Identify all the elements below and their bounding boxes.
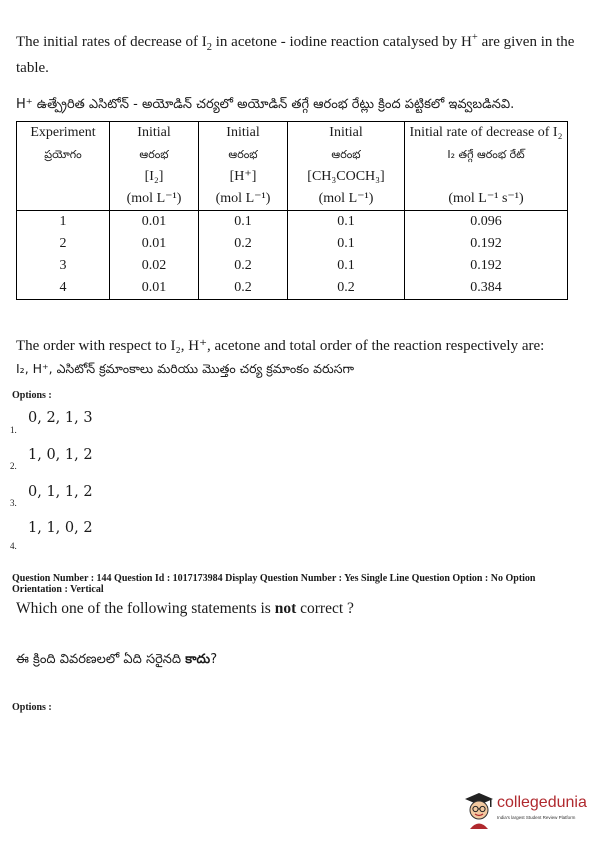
logo-name: collegedunia xyxy=(497,794,587,811)
table-row xyxy=(17,211,568,234)
table-cell: 0.192 xyxy=(405,255,568,277)
header-initial-i2: Initial ఆరంభ [I₂] (mol L⁻¹) xyxy=(110,122,199,211)
option-2-number: 2. xyxy=(10,461,17,471)
question-3-telugu: ఈ క్రింది వివరణలలో ఏది సరైనది కాదు? xyxy=(16,652,218,667)
option-1-number: 1. xyxy=(10,425,17,435)
table-cell: 0.01 xyxy=(110,277,199,300)
table-cell: 0.1 xyxy=(199,211,288,234)
option-4-text[interactable]: 1, 1, 0, 2 xyxy=(28,520,93,536)
graduate-mascot-icon xyxy=(463,790,495,830)
table-cell: 0.192 xyxy=(405,233,568,255)
option-2-text[interactable]: 1, 0, 1, 2 xyxy=(28,447,93,463)
table-cell: 0.01 xyxy=(110,211,199,234)
table-cell: 3 xyxy=(17,255,110,277)
table-cell: 0.096 xyxy=(405,211,568,234)
table-cell: 0.2 xyxy=(288,277,405,300)
header-initial-rate: Initial rate of decrease of I₂ I₂ తగ్గే ఆరంభ రేట్ (mol L⁻¹ s⁻¹) xyxy=(405,122,568,211)
table-cell: 0.01 xyxy=(110,233,199,255)
table-row xyxy=(17,255,568,277)
rate-data-table xyxy=(16,121,568,300)
table-cell: 0.2 xyxy=(199,277,288,300)
header-initial-h: Initial ఆరంభ [H⁺] (mol L⁻¹) xyxy=(199,122,288,211)
option-3-number: 3. xyxy=(10,498,17,508)
question-1-text: The initial rates of decrease of $I_2$ in acetone - iodine reaction catalysed by H+ are given in the table. xyxy=(16,32,575,76)
option-3-text[interactable]: 0, 1, 1, 2 xyxy=(28,484,93,500)
table-row xyxy=(17,277,568,300)
question-1-telugu: H⁺ ఉత్ప్రేరిత ఎసిటోన్ - అయోడిన్ చర్యలో అయోడిన్ తగ్గే ఆరంభ రేట్లు క్రింద పట్టికలో ఇవ్వబడినవి. xyxy=(16,97,515,112)
logo-tagline: India's largest Student Review Platform xyxy=(497,815,576,820)
question-3-text: Which one of the following statements is not correct ? xyxy=(16,600,354,617)
table-cell: 1 xyxy=(17,211,110,234)
question-2-text: The order with respect to I₂, H⁺, acetone and total order of the reaction respectively are: xyxy=(16,338,545,354)
table-cell: 0.384 xyxy=(405,277,568,300)
table-row xyxy=(17,233,568,255)
option-1-text[interactable]: 0, 2, 1, 3 xyxy=(28,410,93,426)
option-4-number: 4. xyxy=(10,541,17,551)
question-2-telugu: I₂, H⁺, ఎసిటోన్ క్రమాంకాలు మరియు మొత్తం చర్య క్రమాంకం వరుసగా xyxy=(16,361,354,376)
header-experiment: Experiment ప్రయోగం xyxy=(17,122,110,211)
header-initial-acetone: Initial ఆరంభ [CH₃COCH₃] (mol L⁻¹) xyxy=(288,122,405,211)
table-cell: 0.2 xyxy=(199,255,288,277)
collegedunia-logo xyxy=(463,790,588,830)
options-label-2: Options : xyxy=(12,702,52,713)
table-cell: 0.1 xyxy=(288,211,405,234)
table-cell: 0.1 xyxy=(288,233,405,255)
table-cell: 2 xyxy=(17,233,110,255)
table-cell: 0.02 xyxy=(110,255,199,277)
question-meta: Question Number : 144 Question Id : 1017173984 Display Question Number : Yes Single Line Question Option : No Option Orientation : Vertical xyxy=(12,573,536,595)
table-cell: 0.2 xyxy=(199,233,288,255)
table-cell: 0.1 xyxy=(288,255,405,277)
table-cell: 4 xyxy=(17,277,110,300)
options-label: Options : xyxy=(12,390,52,401)
